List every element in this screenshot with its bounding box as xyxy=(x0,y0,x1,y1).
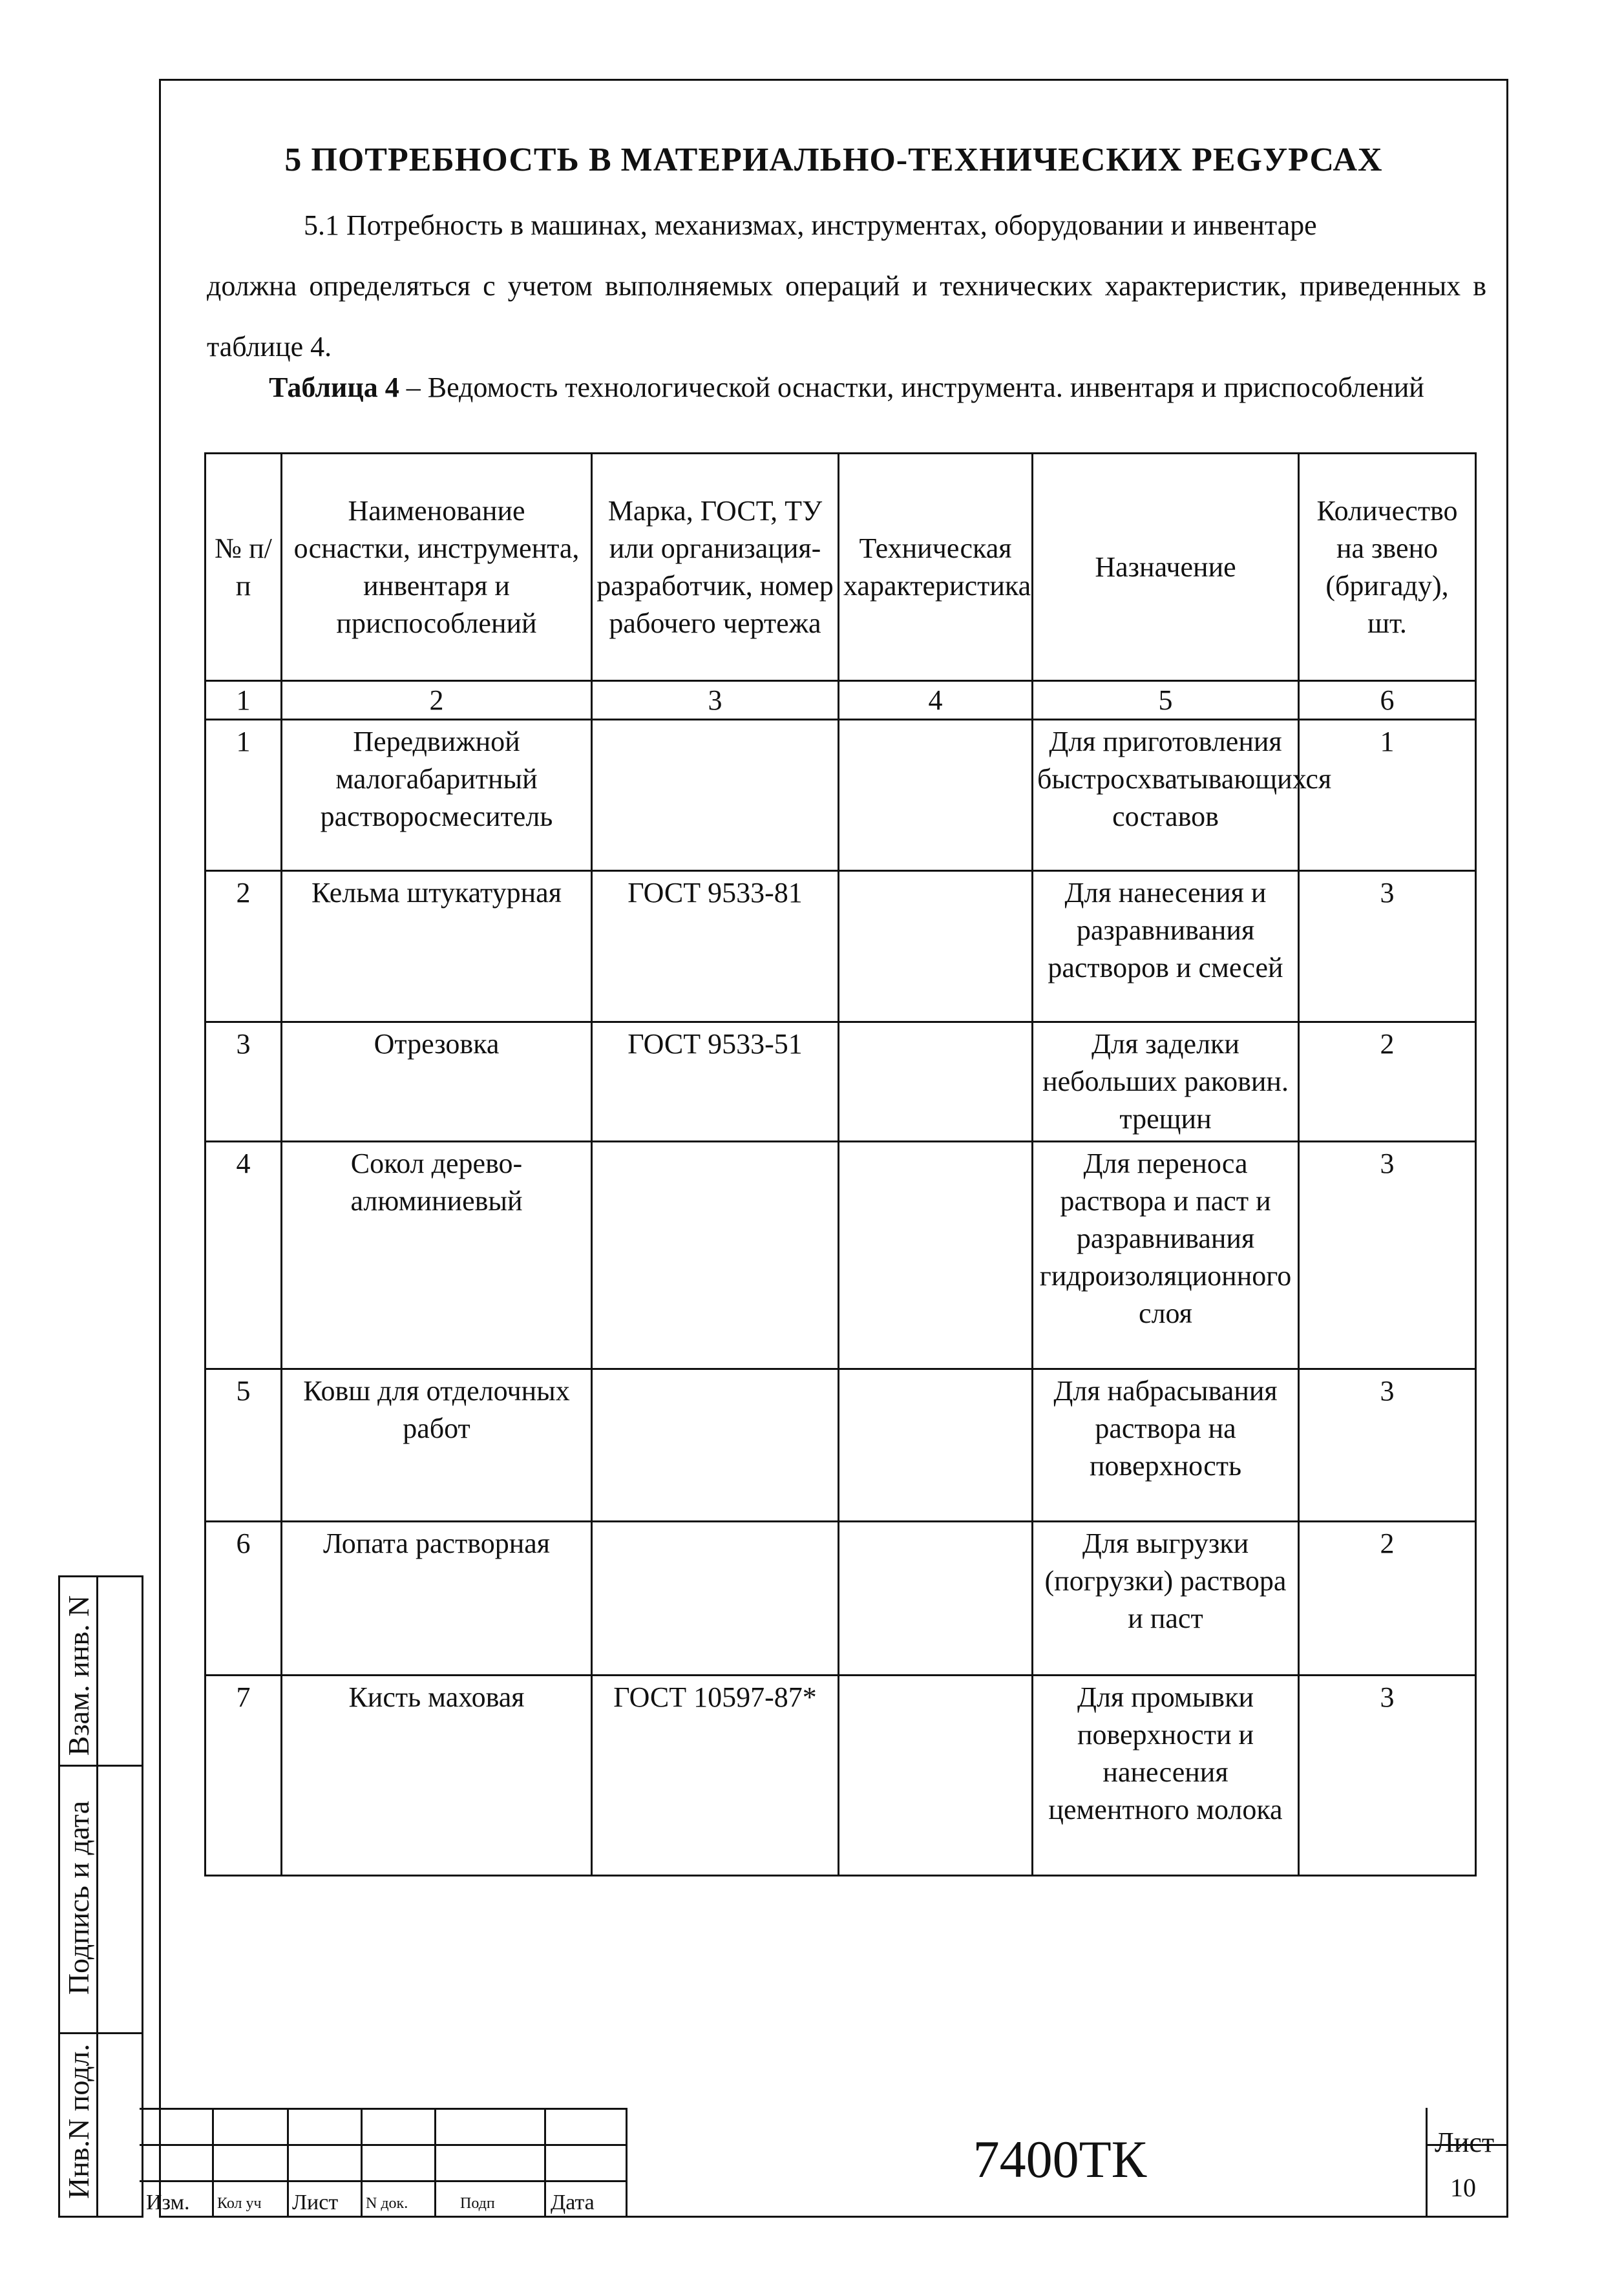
title-block-line xyxy=(287,2108,289,2218)
column-number: 5 xyxy=(1033,681,1299,720)
header-purpose: Назначение xyxy=(1033,454,1299,681)
row-spec xyxy=(839,1676,1033,1876)
table-row xyxy=(206,871,1476,1022)
row-name: Лопата растворная xyxy=(282,1522,592,1676)
row-qty: 1 xyxy=(1299,720,1476,871)
column-number: 2 xyxy=(282,681,592,720)
row-qty: 3 xyxy=(1299,1369,1476,1522)
header-spec: Техническая характеристика xyxy=(839,454,1033,681)
stamp-kol-label: Кол уч xyxy=(217,2195,262,2212)
row-qty: 2 xyxy=(1299,1522,1476,1676)
document-code: 7400ТК xyxy=(973,2130,1147,2189)
side-label-podpis: Подпись и дата xyxy=(62,1800,95,1995)
row-name: Кисть маховая xyxy=(282,1676,592,1876)
title-block-line xyxy=(434,2108,436,2218)
row-number: 5 xyxy=(206,1369,282,1522)
table-caption-text: – Ведомость технологической оснастки, инструмента. инвентаря и приспособлений xyxy=(399,372,1424,403)
title-block-line xyxy=(544,2108,546,2218)
row-qty: 3 xyxy=(1299,871,1476,1022)
column-number: 6 xyxy=(1299,681,1476,720)
row-name: Кельма штукатурная xyxy=(282,871,592,1022)
section-paragraph xyxy=(207,195,1486,377)
header-name: Наименование оснастки, инструмента, инвентаря и приспособлений xyxy=(282,454,592,681)
row-mark: ГОСТ 9533-81 xyxy=(592,871,839,1022)
sheet-number: 10 xyxy=(1450,2173,1476,2202)
row-name: Ковш для отделочных работ xyxy=(282,1369,592,1522)
table-row xyxy=(206,1022,1476,1142)
row-mark xyxy=(592,720,839,871)
row-number: 3 xyxy=(206,1022,282,1142)
row-number: 7 xyxy=(206,1676,282,1876)
row-name: Отрезовка xyxy=(282,1022,592,1142)
row-spec xyxy=(839,1522,1033,1676)
stamp-ndok-label: N док. xyxy=(366,2195,408,2212)
table-row xyxy=(206,1676,1476,1876)
header-qty: Количество на звено (бригаду), шт. xyxy=(1299,454,1476,681)
row-number: 4 xyxy=(206,1142,282,1369)
column-number: 3 xyxy=(592,681,839,720)
row-purpose: Для промывки поверхности и нанесения цементного молока xyxy=(1033,1676,1299,1876)
row-mark xyxy=(592,1522,839,1676)
row-spec xyxy=(839,1022,1033,1142)
side-label-vzam: Взам. инв. N xyxy=(62,1595,95,1756)
side-stamp-divider xyxy=(60,1765,142,1767)
table-row xyxy=(206,1369,1476,1522)
stamp-list-label: Лист xyxy=(292,2191,339,2214)
row-qty: 3 xyxy=(1299,1676,1476,1876)
sheet-label: Лист xyxy=(1435,2127,1495,2158)
table-header-row xyxy=(206,454,1476,681)
title-block-line xyxy=(626,2108,627,2218)
column-number: 1 xyxy=(206,681,282,720)
paragraph-line-1: 5.1 Потребность в машинах, механизмах, инструментах, оборудовании и инвентаре xyxy=(304,209,1317,241)
row-spec xyxy=(839,1369,1033,1522)
row-number: 6 xyxy=(206,1522,282,1676)
title-block-line xyxy=(212,2108,214,2218)
row-purpose: Для заделки небольших раковин. трещин xyxy=(1033,1022,1299,1142)
stamp-data-label: Дата xyxy=(551,2191,595,2214)
stamp-izm-label: Изм. xyxy=(146,2191,190,2214)
table-row xyxy=(206,720,1476,871)
equipment-table xyxy=(204,452,1477,1876)
row-number: 1 xyxy=(206,720,282,871)
row-spec xyxy=(839,720,1033,871)
row-mark xyxy=(592,1142,839,1369)
row-spec xyxy=(839,1142,1033,1369)
row-mark xyxy=(592,1369,839,1522)
column-number: 4 xyxy=(839,681,1033,720)
side-stamp xyxy=(58,1575,143,2218)
title-block-line xyxy=(361,2108,363,2218)
row-qty: 3 xyxy=(1299,1142,1476,1369)
side-label-inv-podl: Инв.N подл. xyxy=(62,2044,95,2199)
title-block xyxy=(140,2108,1508,2218)
title-block-line xyxy=(1426,2108,1428,2218)
row-name: Сокол дерево-алюминиевый xyxy=(282,1142,592,1369)
column-number-row xyxy=(206,681,1476,720)
stamp-podp-label: Подп xyxy=(460,2195,495,2212)
row-purpose: Для приготовления быстросхватывающихся составов xyxy=(1033,720,1299,871)
row-purpose: Для нанесения и разравнивания растворов и смесей xyxy=(1033,871,1299,1022)
row-purpose: Для переноса раствора и паст и разравнивания гидроизоляционного слоя xyxy=(1033,1142,1299,1369)
row-mark: ГОСТ 10597-87* xyxy=(592,1676,839,1876)
row-name: Передвижной малогабаритный растворосмеситель xyxy=(282,720,592,871)
header-number: № п/п xyxy=(206,454,282,681)
header-mark: Марка, ГОСТ, ТУ или организация-разработчик, номер рабочего чертежа xyxy=(592,454,839,681)
table-caption xyxy=(207,371,1486,405)
row-purpose: Для выгрузки (погрузки) раствора и паст xyxy=(1033,1522,1299,1676)
paragraph-rest: должна определяться с учетом выполняемых операций и технических характеристик, приведенных в таблице 4. xyxy=(207,270,1486,363)
table-row xyxy=(206,1142,1476,1369)
row-mark: ГОСТ 9533-51 xyxy=(592,1022,839,1142)
table-caption-label: Таблица 4 xyxy=(269,372,399,403)
row-number: 2 xyxy=(206,871,282,1022)
row-purpose: Для набрасывания раствора на поверхность xyxy=(1033,1369,1299,1522)
row-spec xyxy=(839,871,1033,1022)
row-qty: 2 xyxy=(1299,1022,1476,1142)
section-heading: 5 ПОТРЕБНОСТЬ В МАТЕРИАЛЬНО-ТЕХНИЧЕСКИХ РЕGУРСАХ xyxy=(284,142,1383,178)
table-row xyxy=(206,1522,1476,1676)
